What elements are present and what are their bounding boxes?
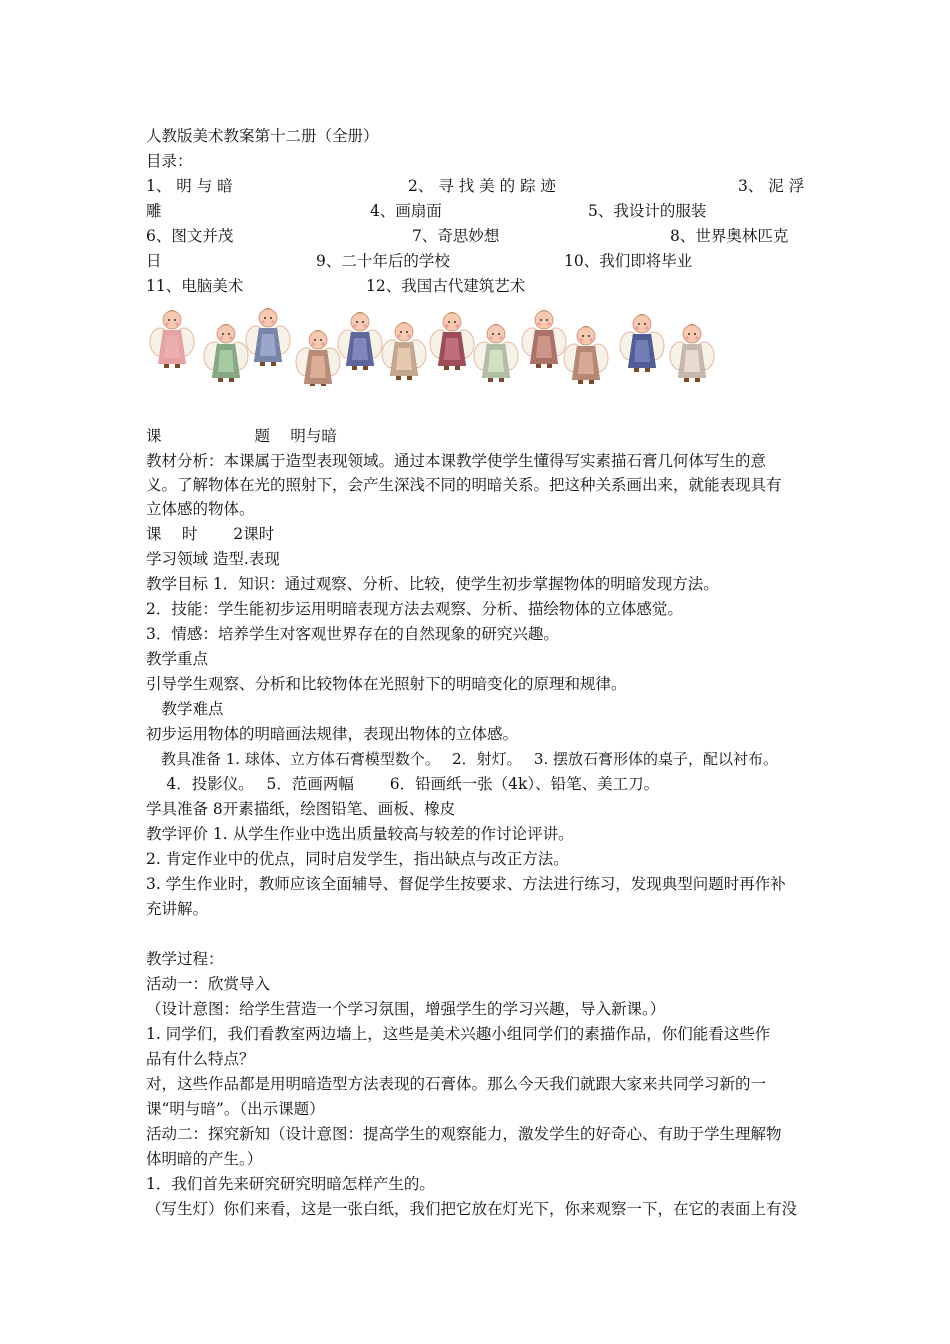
- doc-line: （设计意图：给学生营造一个学习氛围，增强学生的学习兴趣，导入新课。）: [146, 1000, 666, 1018]
- doc-line: 教学评价 1. 从学生作业中选出质量较高与较差的作讨论评讲。: [146, 825, 574, 843]
- doc-line: 3. 学生作业时，教师应该全面辅导、督促学生按要求、方法进行练习，发现典型问题时再作补: [146, 875, 786, 893]
- doc-line: 3．情感：培养学生对客观世界存在的自然现象的研究兴趣。: [146, 625, 559, 643]
- doc-title: 人教版美术教案第十二册（全册）: [146, 127, 379, 145]
- toc-item: 11、电脑美术: [146, 277, 244, 295]
- angel-figure: [564, 326, 608, 384]
- doc-line: 对，这些作品都是用明暗造型方法表现的石膏体。那么今天我们就跟大家来共同学习新的一: [146, 1075, 767, 1093]
- doc-line: 品有什么特点？: [146, 1050, 255, 1068]
- angel-figure: [522, 310, 566, 368]
- angel-banner-image: [146, 296, 720, 386]
- doc-line: （写生灯）你们来看，这是一张白纸，我们把它放在灯光下，你来观察一下，在它的表面上有没: [146, 1200, 798, 1218]
- doc-line: 2. 肯定作业中的优点，同时启发学生，指出缺点与改正方法。: [146, 850, 569, 868]
- doc-line: 充讲解。: [146, 900, 209, 918]
- doc-line: 立体感的物体。: [146, 500, 255, 518]
- doc-line: 教学重点: [146, 650, 209, 668]
- angel-figure: [296, 330, 340, 386]
- doc-line: 引导学生观察、分析和比较物体在光照射下的明暗变化的原理和规律。: [146, 675, 627, 693]
- toc-item: 8、世界奥林匹克: [670, 227, 789, 245]
- doc-line: 2．技能：学生能初步运用明暗表现方法去观察、分析、描绘物体的立体感觉。: [146, 600, 683, 618]
- toc-item: 12、我国古代建筑艺术: [366, 277, 526, 295]
- doc-line: 1．我们首先来研究研究明暗怎样产生的。: [146, 1175, 435, 1193]
- doc-line: 课 时 2课时: [146, 525, 275, 543]
- doc-line: 1. 同学们，我们看教室两边墙上，这些是美术兴趣小组同学们的素描作品，你们能看这些作: [146, 1025, 771, 1043]
- doc-line: 学具准备 8开素描纸，绘图铅笔、画板、橡皮: [146, 800, 456, 818]
- toc-item: 1、 明 与 暗: [146, 177, 233, 195]
- toc-item: 日: [146, 252, 162, 270]
- toc-item: 3、 泥 浮: [738, 177, 805, 195]
- angel-figure: [338, 312, 382, 370]
- doc-line: 义。了解物体在光的照射下，会产生深浅不同的明暗关系。把这种关系画出来，就能表现具有: [146, 476, 782, 494]
- doc-line: 教具准备 1. 球体、立方体石膏模型数个。 2．射灯。 3. 摆放石膏形体的桌子，配以衬布。: [146, 750, 779, 768]
- doc-line: 教学目标 1．知识：通过观察、分析、比较，使学生初步掌握物体的明暗发现方法。: [146, 575, 719, 593]
- angel-figure: [246, 308, 290, 366]
- angel-figure: [620, 314, 664, 372]
- toc-item: 雕: [146, 202, 162, 220]
- toc-item: 2、 寻 找 美 的 踪 迹: [408, 177, 556, 195]
- doc-line: 活动一：欣赏导入: [146, 975, 271, 993]
- doc-line: 教学过程：: [146, 950, 224, 968]
- toc-item: 4、画扇面: [370, 202, 442, 220]
- doc-line: 教学难点: [146, 700, 224, 718]
- toc-item: 7、奇思妙想: [412, 227, 500, 245]
- toc-item: 6、图文并茂: [146, 227, 234, 245]
- angel-figure: [430, 312, 474, 370]
- doc-line: 活动二：探究新知（设计意图：提高学生的观察能力，激发学生的好奇心、有助于学生理解物: [146, 1125, 782, 1143]
- doc-line: 学习领域 造型.表现: [146, 550, 280, 568]
- doc-line: 课 题 明与暗: [146, 427, 337, 445]
- toc-item: 10、我们即将毕业: [564, 252, 693, 270]
- toc-item: 5、我设计的服装: [588, 202, 707, 220]
- angel-figure: [150, 310, 194, 368]
- doc-line: 教材分析：本课属于造型表现领域。通过本课教学使学生懂得写实素描石膏几何体写生的意: [146, 452, 767, 470]
- angel-figure: [474, 324, 518, 382]
- doc-line: 体明暗的产生。）: [146, 1150, 263, 1168]
- doc-line: 初步运用物体的明暗画法规律，表现出物体的立体感。: [146, 725, 519, 743]
- toc-item: 9、二十年后的学校: [316, 252, 450, 270]
- toc-label: 目录：: [146, 152, 193, 170]
- doc-line: 课“明与暗”。（出示课题）: [146, 1100, 325, 1118]
- angel-figure: [670, 324, 714, 382]
- angel-figure: [204, 324, 248, 382]
- angel-figure: [382, 322, 426, 380]
- doc-line: 4．投影仪。 5．范画两幅 6．铅画纸一张（4k）、铅笔、美工刀。: [146, 775, 660, 793]
